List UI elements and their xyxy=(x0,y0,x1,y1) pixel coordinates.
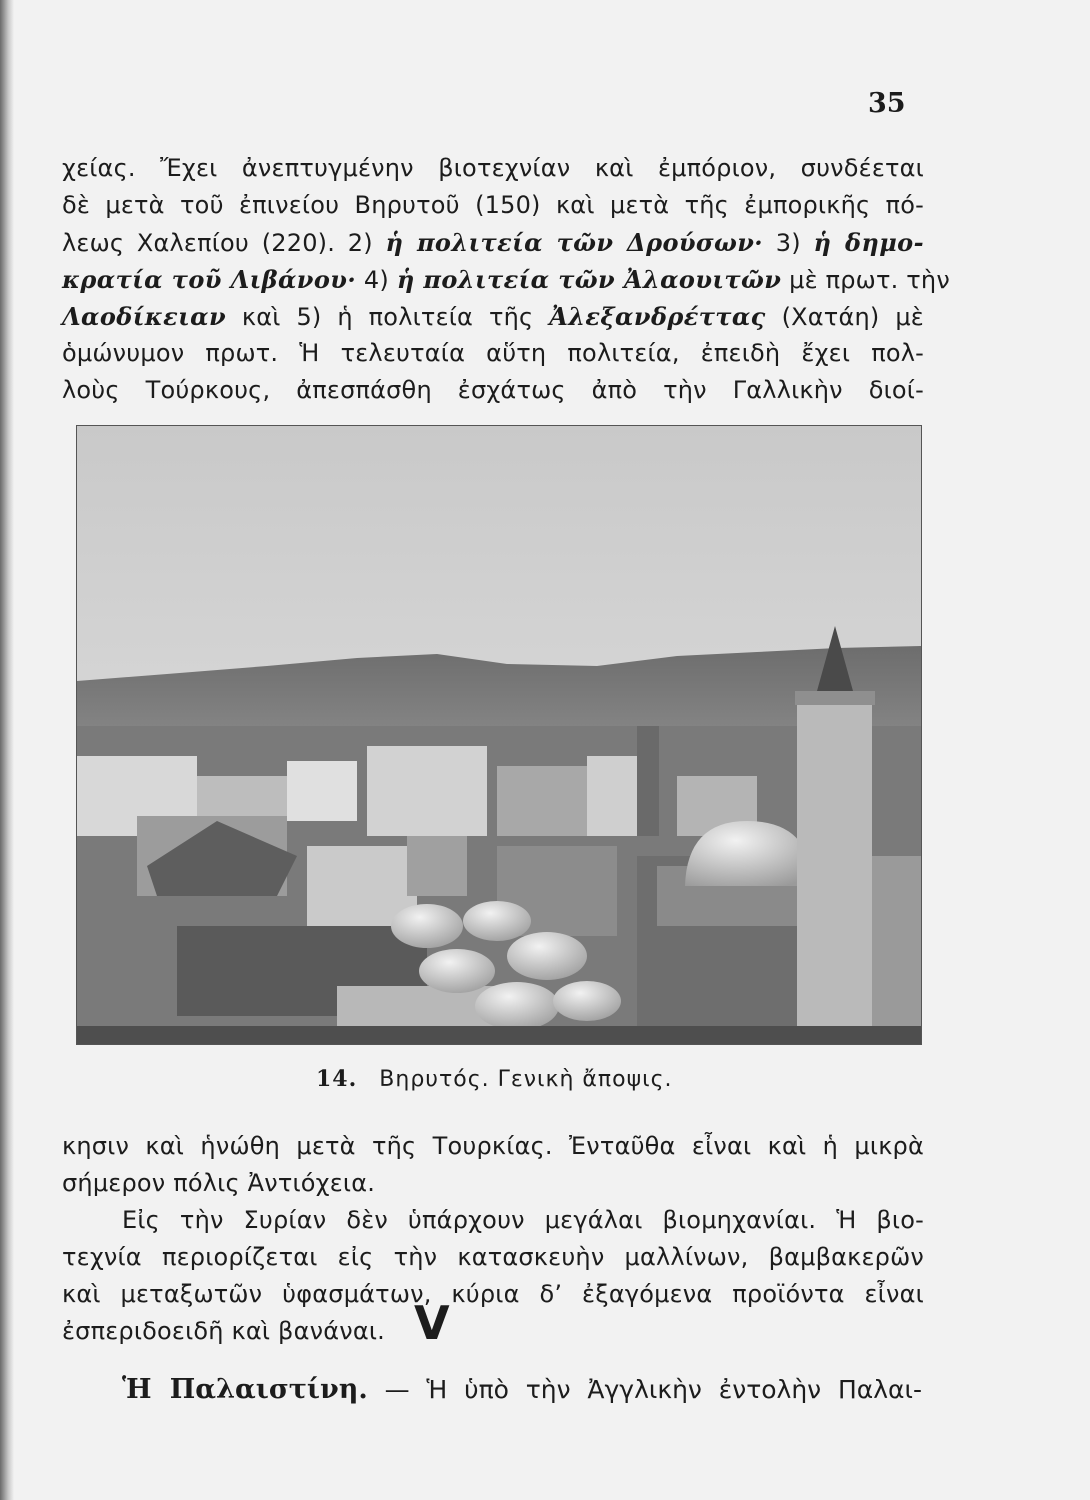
handwritten-check-mark: V xyxy=(414,1296,450,1350)
text-span: λεως Χαλεπίου (220). 2) xyxy=(62,229,373,257)
text-span: καὶ 5) ἡ πολιτεία τῆς xyxy=(241,303,534,331)
text-line: ἐσπεριδοειδῆ καὶ βανάναι. xyxy=(62,1317,385,1345)
text-line xyxy=(62,261,950,298)
emphasis-alawite-state: ἡ πολιτεία τῶν Ἀλαουιτῶν xyxy=(396,265,782,294)
text-span: (Χατάη) μὲ xyxy=(781,303,924,331)
section-text: — Ἡ ὑπὸ τὴν Ἀγγλικὴν ἐντολὴν Παλαι- xyxy=(384,1375,922,1404)
section-palestine xyxy=(122,1370,922,1410)
text-line: χείας. Ἔχει ἀνεπτυγμένην βιοτεχνίαν καὶ ἐμπόριον, συνδέεται xyxy=(62,154,924,182)
emphasis-lebanon-republic: κρατία τοῦ Λιβάνου· xyxy=(62,265,357,294)
bottom-paragraph xyxy=(62,1128,924,1350)
emphasis-latakia: Λαοδίκειαν xyxy=(62,302,227,331)
text-line: τεχνία περιορίζεται εἰς τὴν κατασκευὴν μαλλίνων, βαμβακερῶν xyxy=(62,1243,924,1271)
figure-number: 14. xyxy=(316,1066,358,1092)
beirut-photograph xyxy=(76,425,922,1045)
text-span: 3) xyxy=(775,229,801,257)
text-line: Εἰς τὴν Συρίαν δὲν ὑπάρχουν μεγάλαι βιομηχανίαι. Ἡ βιο- xyxy=(122,1206,924,1234)
text-span: 4) xyxy=(363,266,389,294)
text-line: σήμερον πόλις Ἀντιόχεια. xyxy=(62,1169,376,1197)
text-line xyxy=(62,224,924,261)
text-line xyxy=(62,298,924,335)
emphasis-alexandretta: Ἀλεξανδρέττας xyxy=(549,302,766,331)
section-heading: Ἡ Παλαιστίνη. xyxy=(122,1374,368,1405)
text-line: καὶ μεταξωτῶν ὑφασμάτων, κύρια δ’ ἐξαγόμενα προϊόντα εἶναι xyxy=(62,1280,924,1308)
text-line: ὁμώνυμον πρωτ. Ἡ τελευταία αὕτη πολιτεία, ἐπειδὴ ἔχει πολ- xyxy=(62,339,924,367)
page-number: 35 xyxy=(868,88,906,119)
text-line: κησιν καὶ ἡνώθη μετὰ τῆς Τουρκίας. Ἐνταῦθα εἶναι καὶ ἡ μικρὰ xyxy=(62,1132,924,1160)
figure-caption xyxy=(316,1066,672,1092)
foreground-shadow xyxy=(77,1026,921,1044)
figure-caption-text: Βηρυτός. Γενικὴ ἄποψις. xyxy=(379,1067,673,1092)
top-paragraph xyxy=(62,150,950,409)
text-line: λοὺς Τούρκους, ἀπεσπάσθη ἐσχάτως ἀπὸ τὴν Γαλλικὴν διοί- xyxy=(62,376,924,404)
page-binding-shadow xyxy=(0,0,14,1500)
photo-illustration xyxy=(77,426,921,1044)
text-span: μὲ πρωτ. τὴν xyxy=(789,266,950,294)
text-line: δὲ μετὰ τοῦ ἐπινείου Βηρυτοῦ (150) καὶ μετὰ τῆς ἐμπορικῆς πό- xyxy=(62,191,924,219)
emphasis-druze-state: ἡ πολιτεία τῶν Δρούσων· xyxy=(385,228,764,257)
emphasis-text: ἡ δημο- xyxy=(813,228,924,257)
